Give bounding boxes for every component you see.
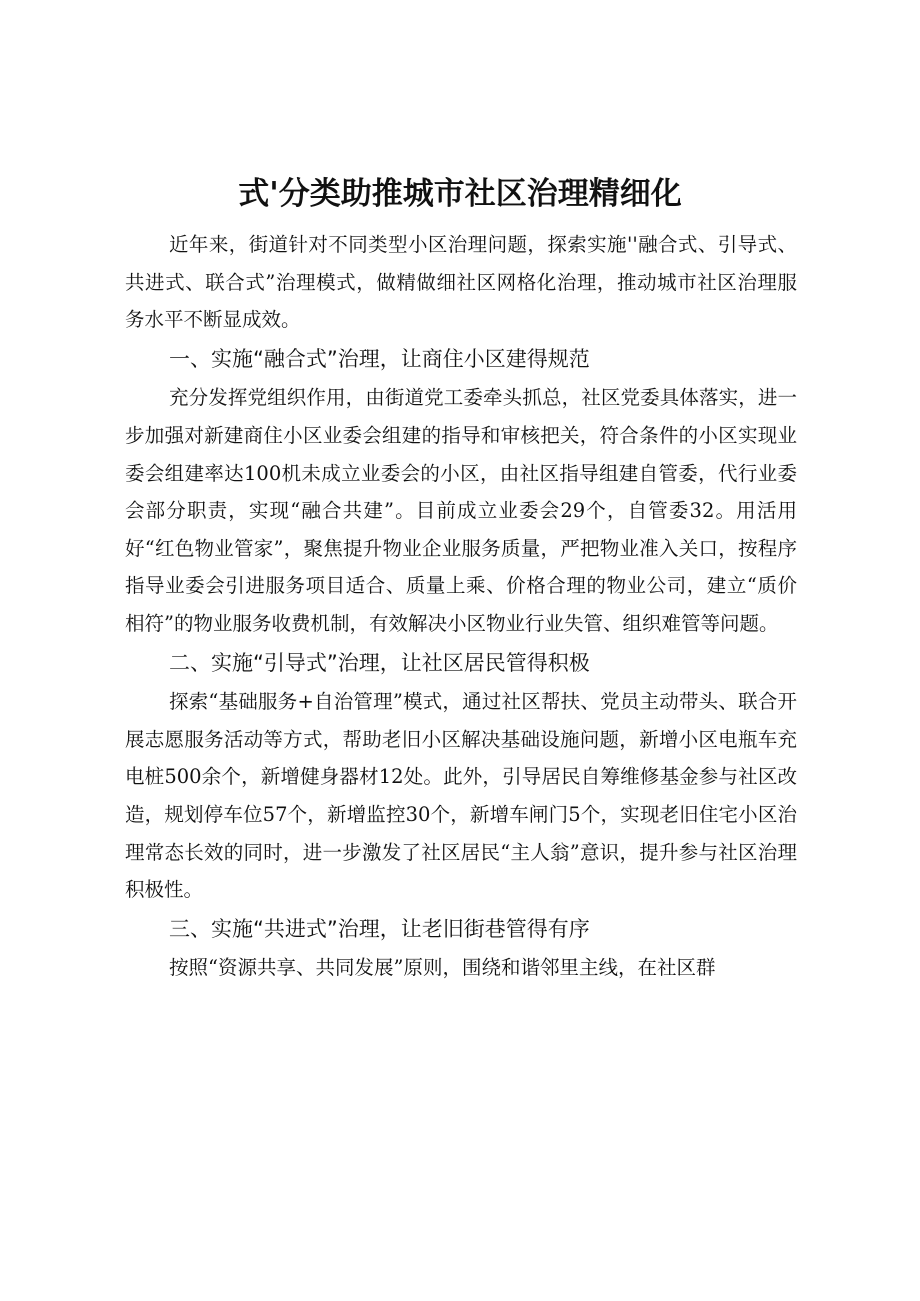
document-body bbox=[125, 226, 797, 987]
section-3-heading: 三、实施“共进式”治理，让老旧街巷管得有序 bbox=[169, 916, 590, 941]
document-title: 式'分类助推城市社区治理精细化 bbox=[238, 176, 682, 212]
section-3-paragraph: 按照“资源共享、共同发展”原则，围绕和谐邻里主线，在社区群 bbox=[169, 956, 716, 980]
section-1-heading: 一、实施“融合式”治理，让商住小区建得规范 bbox=[169, 346, 590, 371]
section-2-paragraph: 探索“基础服务+自治管理”模式，通过社区帮扶、党员主动带头、联合开展志愿服务活动等方式，帮助老旧小区解决基础设施问题，新增小区电瓶车充电桩500余个，新增健身器材12处。此外，引导居民自筹维修基金参与社区改造，规划停车位57个，新增监控30个，新增车闸门5个，实现老旧住宅小区治理常态长效的同时，进一步激发了社区居民“主人翁”意识，提升参与社区治理积极性。 bbox=[125, 690, 797, 902]
section-2-heading: 二、实施“引导式”治理，让社区居民管得积极 bbox=[169, 650, 590, 675]
intro-paragraph: 近年来，街道针对不同类型小区治理问题，探索实施''融合式、引导式、共进式、联合式”治理模式，做精做细社区网格化治理，推动城市社区治理服务水平不断显成效。 bbox=[125, 233, 797, 332]
section-1-paragraph: 充分发挥党组织作用，由街道党工委牵头抓总，社区党委具体落实，进一步加强对新建商住小区业委会组建的指导和审核把关，符合条件的小区实现业委会组建率达100机未成立业委会的小区，由社区指导组建自管委，代行业委会部分职责，实现“融合共建”。目前成立业委会29个，自管委32。用活用好“红色物业管家”，聚焦提升物业企业服务质量，严把物业准入关口，按程序指导业委会引进服务项目适合、质量上乘、价格合理的物业公司，建立“质价相符”的物业服务收费机制，有效解决小区物业行业失管、组织难管等问题。 bbox=[125, 386, 797, 635]
